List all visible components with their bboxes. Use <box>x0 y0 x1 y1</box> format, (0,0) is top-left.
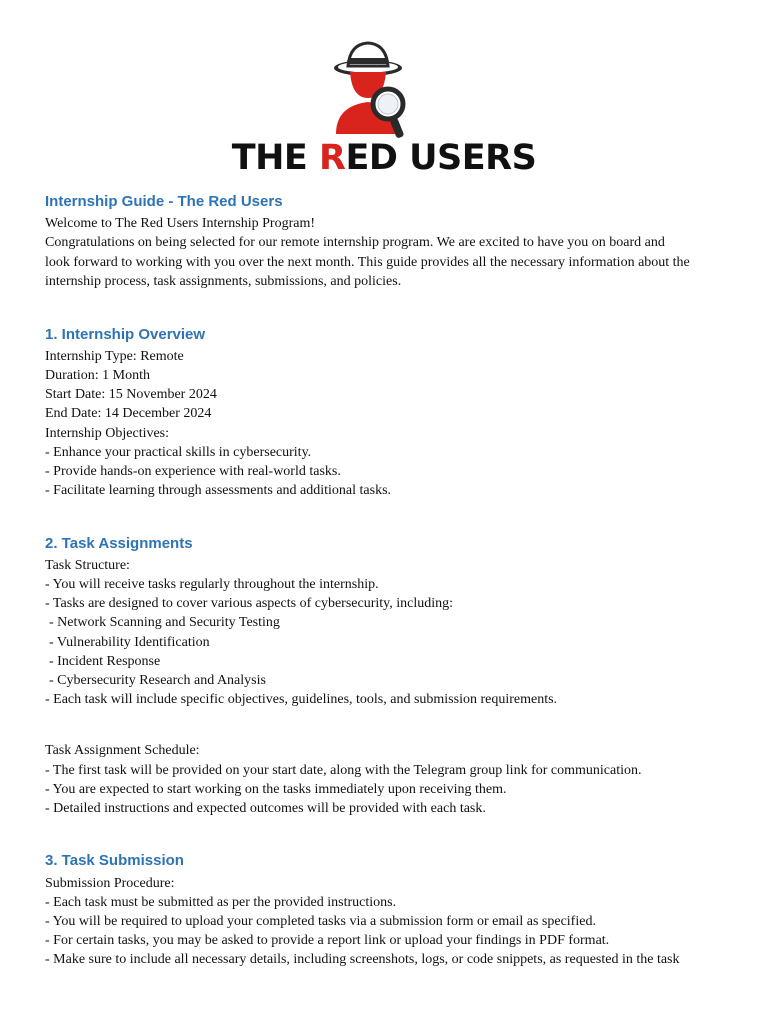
task-structure-subitem: - Vulnerability Identification <box>49 635 210 650</box>
overview-line: End Date: 14 December 2024 <box>45 406 212 421</box>
brand-wordmark <box>0 136 768 180</box>
brand-suffix: ED USERS <box>345 138 537 178</box>
task-schedule-line: Task Assignment Schedule: <box>45 743 200 758</box>
overview-line: Duration: 1 Month <box>45 368 150 383</box>
spy-user-magnifier-icon <box>330 36 414 140</box>
task-structure-line: - Each task will include specific objectives, guidelines, tools, and submission requirements. <box>45 692 558 707</box>
overview-line: - Facilitate learning through assessments and additional tasks. <box>45 483 392 498</box>
task-structure-subitem: - Cybersecurity Research and Analysis <box>49 673 266 688</box>
section-heading-tasks: 2. Task Assignments <box>45 535 193 552</box>
brand-logo <box>0 36 768 180</box>
submission-line: - Make sure to include all necessary details, including screenshots, logs, or code snippets, as requested in the task <box>45 952 680 967</box>
overview-line: - Provide hands-on experience with real-world tasks. <box>45 464 341 479</box>
task-structure-line: Task Structure: <box>45 558 130 573</box>
task-schedule-line: - You are expected to start working on the tasks immediately upon receiving them. <box>45 782 507 797</box>
task-structure-subitem: - Network Scanning and Security Testing <box>49 615 280 630</box>
submission-line: Submission Procedure: <box>45 876 175 891</box>
intro-paragraph-line: Congratulations on being selected for our remote internship program. We are excited to have you on board and <box>45 235 665 250</box>
section-heading-overview: 1. Internship Overview <box>45 326 206 343</box>
overview-line: - Enhance your practical skills in cybersecurity. <box>45 445 312 460</box>
submission-line: - You will be required to upload your completed tasks via a submission form or email as specified. <box>45 914 596 929</box>
task-schedule-line: - The first task will be provided on your start date, along with the Telegram group link for communication. <box>45 763 642 778</box>
intro-paragraph-line: internship process, task assignments, submissions, and policies. <box>45 274 402 289</box>
overview-line: Internship Objectives: <box>45 426 170 441</box>
overview-line: Internship Type: Remote <box>45 349 184 364</box>
overview-line: Start Date: 15 November 2024 <box>45 387 217 402</box>
welcome-line: Welcome to The Red Users Internship Program! <box>45 216 315 231</box>
submission-line: - For certain tasks, you may be asked to provide a report link or upload your findings in PDF format. <box>45 933 610 948</box>
task-schedule-line: - Detailed instructions and expected outcomes will be provided with each task. <box>45 801 486 816</box>
task-structure-subitem: - Incident Response <box>49 654 161 669</box>
task-structure-line: - Tasks are designed to cover various aspects of cybersecurity, including: <box>45 596 454 611</box>
section-heading-submission: 3. Task Submission <box>45 852 184 869</box>
task-structure-line: - You will receive tasks regularly throughout the internship. <box>45 577 379 592</box>
intro-paragraph-line: look forward to working with you over the next month. This guide provides all the necessary information about the <box>45 255 690 270</box>
brand-prefix: THE <box>231 138 319 178</box>
document-title: Internship Guide - The Red Users <box>45 193 283 210</box>
submission-line: - Each task must be submitted as per the provided instructions. <box>45 895 397 910</box>
brand-red-letter: R <box>318 138 346 178</box>
